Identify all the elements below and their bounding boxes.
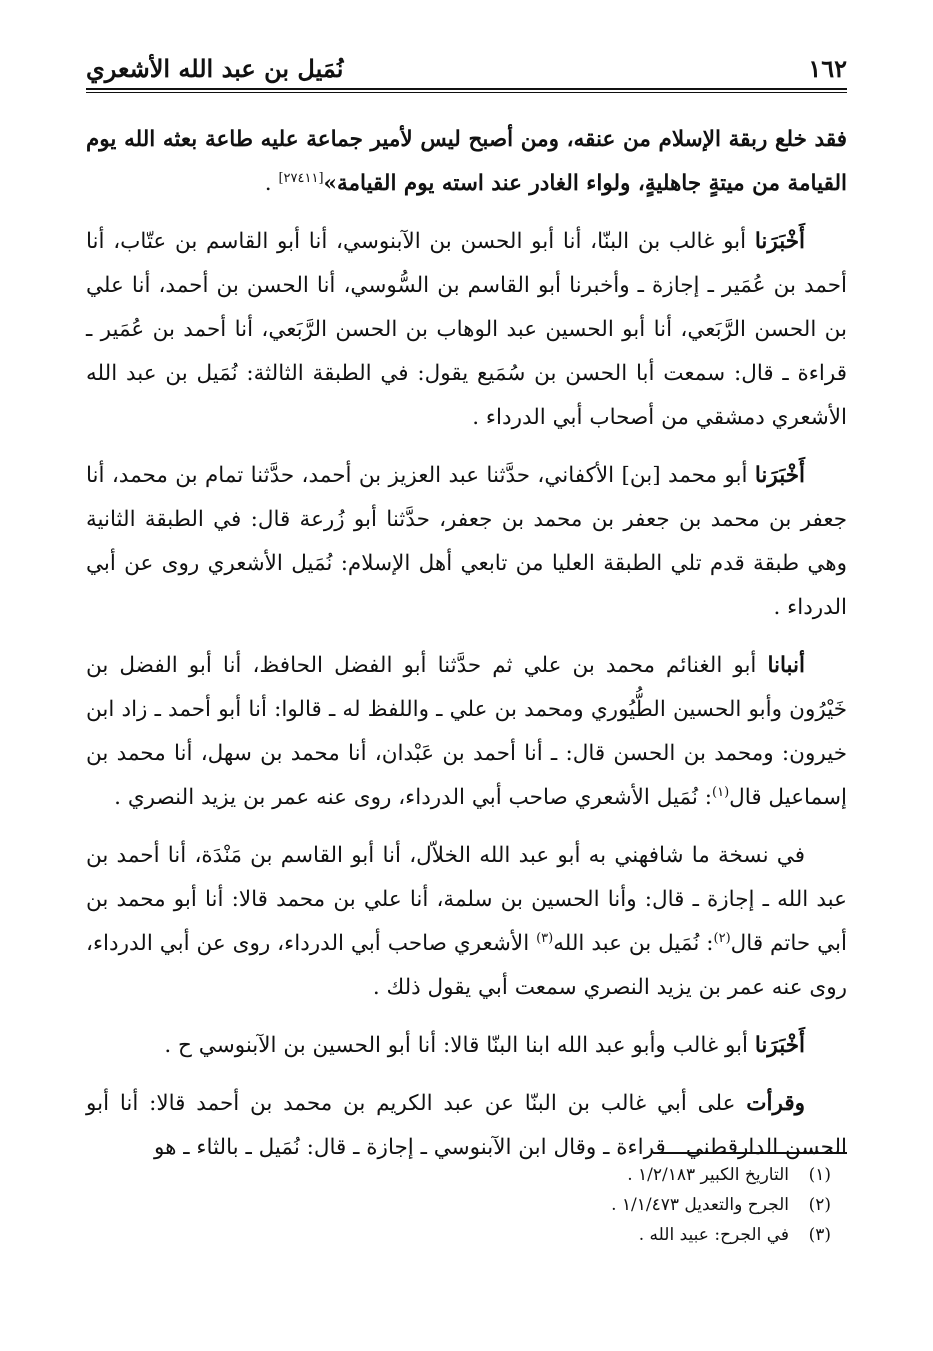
paragraph — [86, 118, 847, 206]
footnote-reference: [٢٧٤١١] — [278, 170, 324, 186]
paragraph — [86, 454, 847, 630]
isnad-keyword: وقرأت — [746, 1091, 805, 1116]
text-run: . — [264, 171, 279, 196]
isnad-keyword: أَخْبَرَنا — [754, 229, 805, 254]
isnad-keyword: أَخْبَرَنا — [754, 1033, 805, 1058]
running-title: نُمَيل بن عبد الله الأشعري — [86, 54, 344, 83]
paragraph — [86, 1082, 847, 1170]
footnotes — [86, 1160, 847, 1250]
text-run: : نُمَيل الأشعري صاحب أبي الدرداء، روى عنه عمر بن يزيد النصري . — [114, 785, 712, 810]
text-run: : نُمَيل بن عبد الله — [553, 931, 714, 956]
main-text — [86, 118, 847, 1184]
text-run: أبو محمد [بن] الأكفاني، حدَّثنا عبد العزيز بن أحمد، حدَّثنا تمام بن محمد، أنا جعفر بن محمد بن جعفر بن محمد بن جعفر، حدَّثنا أبو زُرعة قال: في الطبقة الثانية وهي طبقة قدم تلي الطبقة العليا من تابعي أهل الإسلام: نُمَيل الأشعري روى عن أبي الدرداء . — [86, 463, 847, 620]
footnote-separator — [657, 1152, 847, 1154]
text-run: الأشعري صاحب أبي الدرداء، روى عن أبي الدرداء، روى عنه عمر بن يزيد النصري سمعت أبي يقول ذلك . — [86, 931, 847, 1000]
footnote: (٣)في الجرح: عبيد الله . — [638, 1225, 831, 1245]
page-header — [86, 48, 847, 92]
footnote: (١)التاريخ الكبير ١/٢/١٨٣ . — [627, 1165, 831, 1185]
paragraph — [86, 644, 847, 820]
isnad-keyword: أنبانا — [767, 653, 805, 678]
page-number: ١٦٢ — [808, 54, 847, 83]
isnad-keyword: أَخْبَرَنا — [754, 463, 805, 488]
paragraph — [86, 834, 847, 1010]
footnote-reference: (١) — [712, 784, 730, 800]
text-run: أبو الغنائم محمد بن علي ثم حدَّثنا أبو الفضل الحافظ، أنا أبو الفضل بن خَيْرُون وأبو الحسين الطُّيُوري ومحمد بن علي ـ واللفظ له ـ قالوا: أنا أبو أحمد ـ زاد ابن خيرون: ومحمد بن الحسن قال: ـ أنا أحمد بن عَبْدان، أنا محمد بن سهل، أنا محمد بن إسماعيل قال — [86, 653, 847, 810]
footnote-reference: (٢) — [713, 930, 731, 946]
footnote-reference: (٣) — [536, 930, 554, 946]
text-run: أبو غالب بن البنّا، أنا أبو الحسن بن الآبنوسي، أنا أبو القاسم بن عتّاب، أنا أحمد بن عُمَير ـ إجازة ـ وأخبرنا أبو القاسم بن السُّوسي، أنا الحسن بن أحمد، أنا علي بن الحسن الرَّبَعي، أنا أبو الحسين عبد الوهاب بن الحسن الرَّبَعي، أنا أحمد بن عُمَير ـ قراءة ـ قال: سمعت أبا الحسن بن سُمَيع يقول: في الطبقة الثالثة: نُمَيل بن عبد الله الأشعري دمشقي من أصحاب أبي الدرداء . — [86, 229, 847, 430]
paragraph — [86, 220, 847, 440]
paragraph — [86, 1024, 847, 1068]
hadith-text: فقد خلع ربقة الإسلام من عنقه، ومن أصبح ليس لأمير جماعة عليه طاعة بعثه الله يوم القيامة من ميتةٍ جاهليةٍ، ولواء الغادر عند استه يوم القيامة» — [86, 127, 847, 196]
text-run: في نسخة ما شافهني به أبو عبد الله الخلاّل، أنا أبو القاسم بن مَنْدَة، أنا أحمد بن عبد الله ـ إجازة ـ قال: وأنا الحسين بن سلمة، أنا علي بن محمد قالا: أنا أبو محمد بن أبي حاتم قال — [86, 843, 847, 956]
text-run: على أبي غالب بن البنّا عن عبد الكريم بن محمد بن أحمد قالا: أنا أبو الحسن الدارقطني ـ قراءة ـ وقال ابن الآبنوسي ـ إجازة ـ قال: نُمَيل ـ بالثاء ـ هو — [86, 1091, 847, 1160]
header-rule — [86, 88, 847, 93]
text-run: أبو غالب وأبو عبد الله ابنا البنّا قالا: أنا أبو الحسين بن الآبنوسي ح . — [164, 1033, 755, 1058]
footnote: (٢)الجرح والتعديل ١/١/٤٧٣ . — [611, 1195, 831, 1215]
